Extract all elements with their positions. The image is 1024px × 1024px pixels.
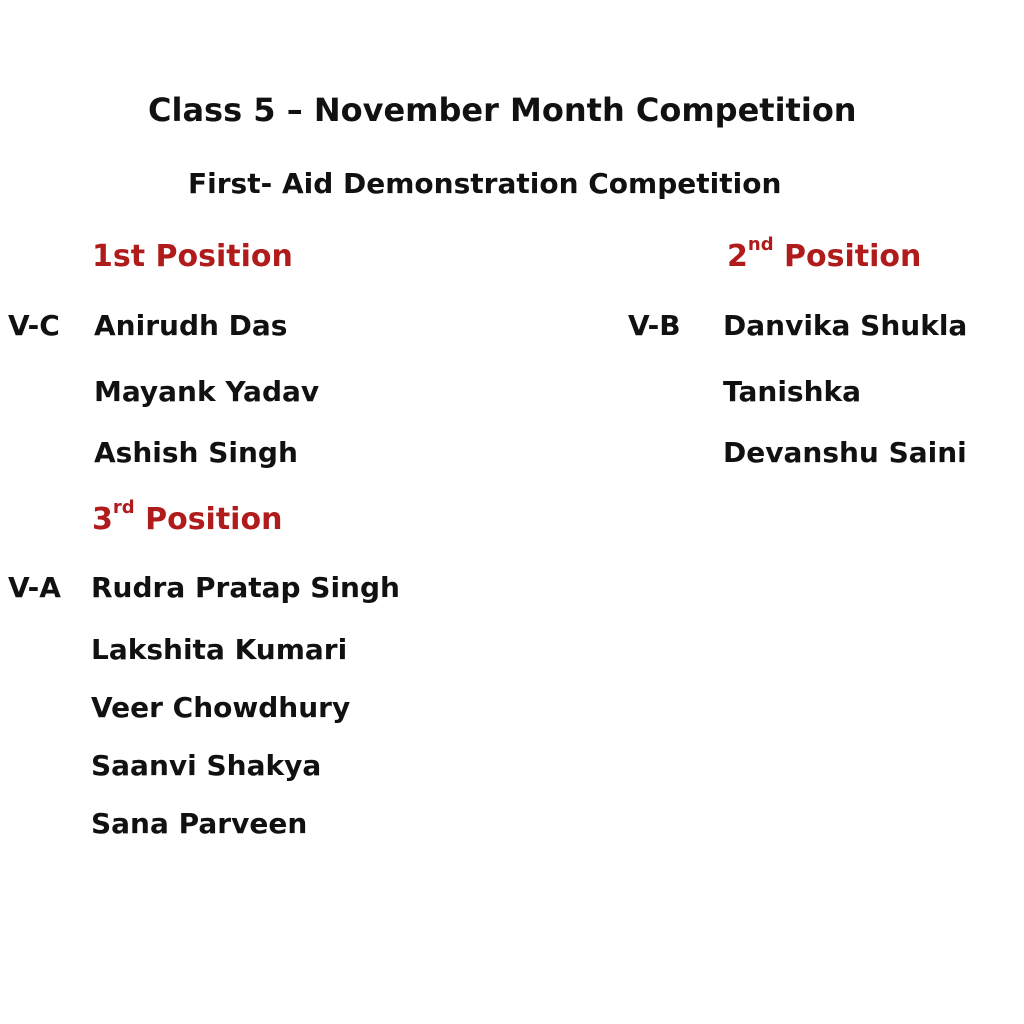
second-position-heading [727,234,922,274]
second-position-label: Position [784,239,922,274]
third-position-number: 3 [92,502,113,537]
second-position-number: 2 [727,239,748,274]
competition-subtitle: First- Aid Demonstration Competition [188,167,782,200]
third-position-name-4: Saanvi Shakya [91,749,322,782]
first-position-label: Position [155,239,293,274]
first-position-heading [92,239,293,274]
second-position-section: V-B [628,309,681,342]
third-position-name-2: Lakshita Kumari [91,633,348,666]
second-position-name-2: Tanishka [723,375,862,408]
first-position-section: V-C [8,309,60,342]
second-position-suffix: nd [747,234,774,255]
third-position-name-5: Sana Parveen [91,807,308,840]
third-position-suffix: rd [112,497,135,518]
page-title: Class 5 – November Month Competition [148,91,857,129]
third-position-name-1: Rudra Pratap Singh [91,571,400,604]
first-position-name-2: Mayank Yadav [94,375,320,408]
first-position-number: 1st [92,239,146,274]
second-position-name-1: Danvika Shukla [723,309,968,342]
third-position-label: Position [145,502,283,537]
first-position-name-1: Anirudh Das [94,309,288,342]
third-position-name-3: Veer Chowdhury [91,691,351,724]
first-position-name-3: Ashish Singh [94,436,298,469]
third-position-section: V-A [8,571,61,604]
second-position-name-3: Devanshu Saini [723,436,967,469]
third-position-heading [92,497,283,537]
